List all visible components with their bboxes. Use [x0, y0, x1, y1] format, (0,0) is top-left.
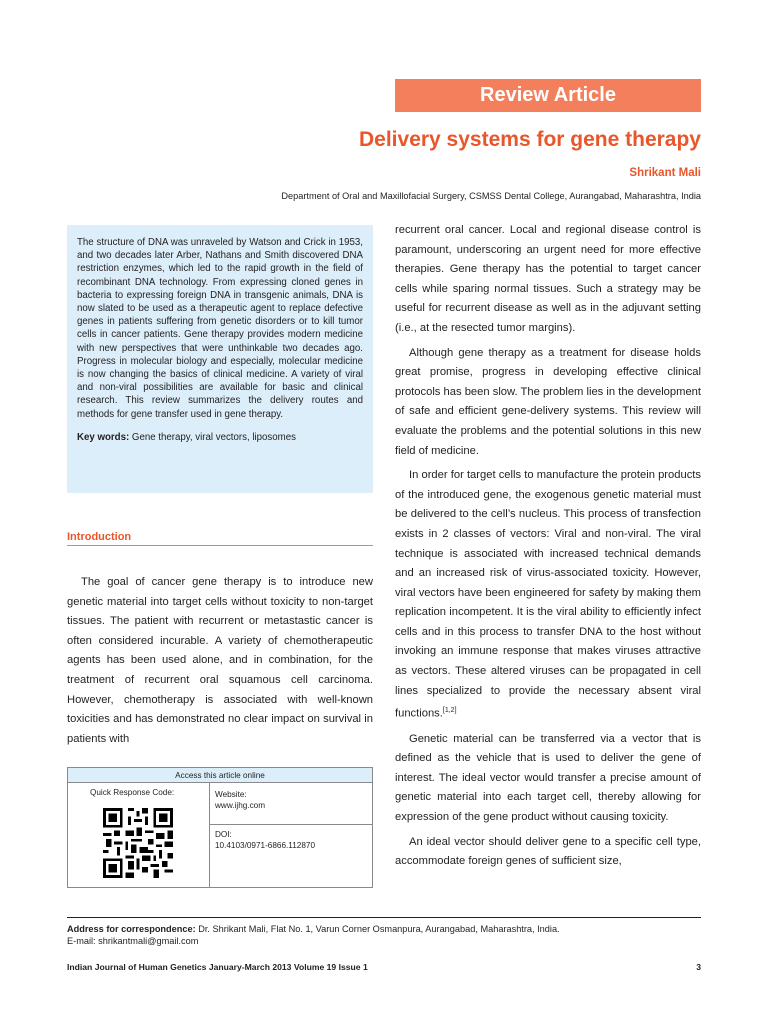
author-name[interactable]: Shrikant Mali: [629, 167, 701, 179]
website-label: Website:: [215, 790, 247, 799]
keywords-value: Gene therapy, viral vectors, liposomes: [129, 431, 296, 443]
journal-citation: Indian Journal of Human Genetics January-March 2013 Volume 19 Issue 1: [67, 962, 368, 972]
citation-marker[interactable]: [1,2]: [442, 707, 457, 715]
correspondence-email[interactable]: E-mail: shrikantmali@gmail.com: [67, 936, 199, 946]
access-box-body: [68, 783, 372, 887]
access-article-box: [67, 767, 373, 888]
left-column-body: [67, 573, 373, 749]
correspondence-label: Address for correspondence:: [67, 924, 196, 934]
body-paragraph-4: Genetic material can be transferred via a vector that is defined as the vehicle that is used to deliver the gene of interest. The ideal vector would transfer a precise amount of genetic material into each target cell, thereby allowing for expression of the gene product without causing toxicity.: [395, 732, 701, 823]
access-box-heading: Access this article online: [68, 768, 372, 783]
qr-code-label: Quick Response Code:: [90, 788, 175, 797]
access-box-divider: [209, 783, 210, 887]
page-number: 3: [696, 962, 701, 972]
abstract-box: [67, 225, 373, 493]
author-affiliation: Department of Oral and Maxillofacial Surgery, CSMSS Dental College, Aurangabad, Maharashtra, India: [281, 191, 701, 201]
doi-label: DOI:: [215, 830, 232, 839]
body-paragraph-3: [395, 466, 701, 724]
correspondence-block: [67, 923, 701, 947]
section-divider: [67, 545, 373, 546]
intro-paragraph-1: The goal of cancer gene therapy is to introduce new genetic material into target cells without toxicity to non-target tissues. The patient with recurrent or metastastic cancer is often considered incurable. A variety of chemotherapeutic agents has been used alone, and in combination, for the treatment of recurrent oral squamous cell carcinoma. However, chemotherapy is associated with well-known toxicities and has demonstrated no clear impact on survival in patients with: [67, 576, 373, 745]
access-box-divider: [209, 824, 373, 825]
keywords-label: Key words:: [77, 431, 130, 443]
qr-code-icon[interactable]: [103, 808, 173, 878]
website-link[interactable]: www.ijhg.com: [215, 801, 266, 810]
body-paragraph-3-text: In order for target cells to manufacture the protein products of the introduced gene, the exogenous genetic material must be delivered to the cell’s nucleus. This process of transfection exists in 2 classes of vectors: Viral and non-viral. The viral technique is associated with increased technical demands and an increased risk of virus-associated toxicity. However, viral vectors have been engineered for safety by making them replication incompetent. It is the viral ability to efficiently infect cells and in this process to transfer DNA to the host without invoking an immune response that makes viruses attractive as vectors. These altered viruses can be propagated in cell lines specialized to provide the necessary absent viral functions.: [395, 469, 701, 720]
body-paragraph-5: An ideal vector should deliver gene to a specific cell type, accommodate foreign genes of sufficient size,: [395, 835, 701, 868]
body-paragraph-2: Although gene therapy as a treatment for disease holds great promise, progress in developing effective clinical protocols has been slow. The problem lies in the development of safe and efficient gene-delivery systems. This review will evaluate the problems and the potential solutions in this new field of medicine.: [395, 346, 701, 457]
correspondence-text: Dr. Shrikant Mali, Flat No. 1, Varun Corner Osmanpura, Aurangabad, Maharashtra, India.: [195, 924, 560, 934]
section-heading-introduction: Introduction: [67, 531, 132, 543]
correspondence-address: [67, 923, 701, 935]
article-title: Delivery systems for gene therapy: [359, 128, 701, 151]
body-paragraph-1: recurrent oral cancer. Local and regional disease control is paramount, underscoring an urgent need for more effective therapies. Gene therapy has the potential to target cancer cells while sparing normal tissues. Such a strategy may be useful for recurrent disease as well as in the adjuvant setting (i.e., at the resected tumor margins).: [395, 224, 701, 334]
doi-link[interactable]: 10.4103/0971-6866.112870: [215, 841, 316, 850]
footer-divider: [67, 917, 701, 918]
abstract-text: The structure of DNA was unraveled by Watson and Crick in 1953, and two decades later Arber, Nathans and Smith discovered DNA restriction enzymes, which led to the rapid growth in the field of recombinant DNA technology. From expressing cloned genes in bacteria to expressing foreign DNA in transgenic animals, DNA is now slated to be used as a therapeutic agent to replace defective genes in patients suffering from genetic disorders or to kill tumor cells in cancer patients. Gene therapy provides modern medicine with new perspectives that were unthinkable two decades ago. Progress in molecular biology and especially, molecular medicine is now changing the basics of clinical medicine. A variety of viral and non-viral possibilities are available for basic and clinical research. This review summarizes the delivery routes and methods for gene transfer used in gene therapy.: [77, 237, 363, 420]
article-type-banner: Review Article: [395, 79, 701, 112]
right-column-body: [395, 221, 701, 877]
keywords-line: [77, 431, 363, 444]
